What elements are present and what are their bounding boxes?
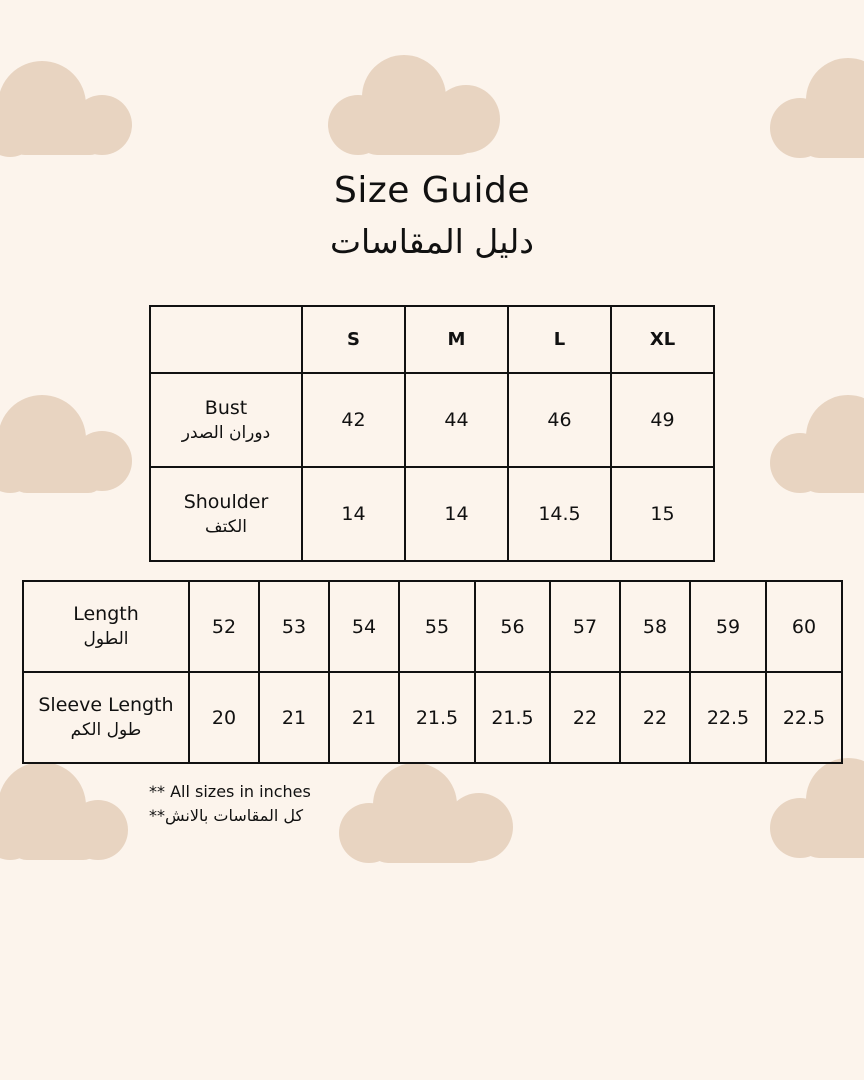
cloud-decoration — [0, 383, 145, 498]
value-cell: 60 — [766, 581, 842, 672]
empty-header-cell — [150, 306, 302, 373]
cloud-decoration — [768, 50, 864, 160]
page-title: Size Guide — [333, 170, 531, 211]
value-cell: 14.5 — [508, 467, 611, 561]
row-label-ar: دوران الصدر — [181, 422, 271, 443]
size-header-m: M — [405, 306, 508, 373]
value-cell: 14 — [405, 467, 508, 561]
units-note — [149, 780, 311, 828]
value-cell: 53 — [259, 581, 329, 672]
cloud-decoration — [326, 47, 516, 157]
row-label-ar: الطول — [83, 629, 129, 649]
row-label-ar: طول الكم — [70, 720, 142, 740]
cloud-decoration — [0, 750, 135, 865]
title-block — [0, 168, 864, 266]
value-cell: 22 — [620, 672, 690, 763]
value-cell: 15 — [611, 467, 714, 561]
value-cell: 49 — [611, 373, 714, 467]
value-cell: 59 — [690, 581, 766, 672]
value-cell: 54 — [329, 581, 399, 672]
size-table — [149, 305, 715, 562]
value-cell: 46 — [508, 373, 611, 467]
row-label-en: Bust — [204, 396, 248, 419]
size-header-xl: XL — [611, 306, 714, 373]
row-label-ar: الكتف — [204, 516, 248, 537]
value-cell: 44 — [405, 373, 508, 467]
value-cell: 56 — [475, 581, 550, 672]
value-cell: 22.5 — [766, 672, 842, 763]
units-note-en: ** All sizes in inches — [149, 782, 311, 801]
value-cell: 55 — [399, 581, 475, 672]
value-cell: 22 — [550, 672, 620, 763]
table-row-shoulder — [150, 467, 714, 561]
cloud-decoration — [0, 45, 145, 160]
value-cell: 21.5 — [399, 672, 475, 763]
cloud-decoration — [768, 750, 864, 860]
row-label-en: Sleeve Length — [38, 694, 174, 716]
size-header-row — [150, 306, 714, 373]
row-label-cell — [150, 467, 302, 561]
row-label-en: Shoulder — [183, 490, 269, 513]
value-cell: 52 — [189, 581, 259, 672]
value-cell: 22.5 — [690, 672, 766, 763]
value-cell: 14 — [302, 467, 405, 561]
table-row-bust — [150, 373, 714, 467]
length-table — [22, 580, 843, 764]
size-header-s: S — [302, 306, 405, 373]
row-label-en: Length — [73, 603, 139, 625]
page-title-arabic: دليل المقاسات — [329, 222, 534, 261]
cloud-decoration — [337, 755, 527, 865]
table-row-length — [23, 581, 842, 672]
value-cell: 21 — [259, 672, 329, 763]
size-header-l: L — [508, 306, 611, 373]
value-cell: 42 — [302, 373, 405, 467]
value-cell: 58 — [620, 581, 690, 672]
table-row-sleeve-length — [23, 672, 842, 763]
units-note-ar: كل المقاسات بالانش** — [149, 806, 304, 825]
value-cell: 21 — [329, 672, 399, 763]
value-cell: 57 — [550, 581, 620, 672]
row-label-cell — [150, 373, 302, 467]
value-cell: 20 — [189, 672, 259, 763]
value-cell: 21.5 — [475, 672, 550, 763]
cloud-decoration — [768, 383, 864, 498]
row-label-cell — [23, 672, 189, 763]
row-label-cell — [23, 581, 189, 672]
